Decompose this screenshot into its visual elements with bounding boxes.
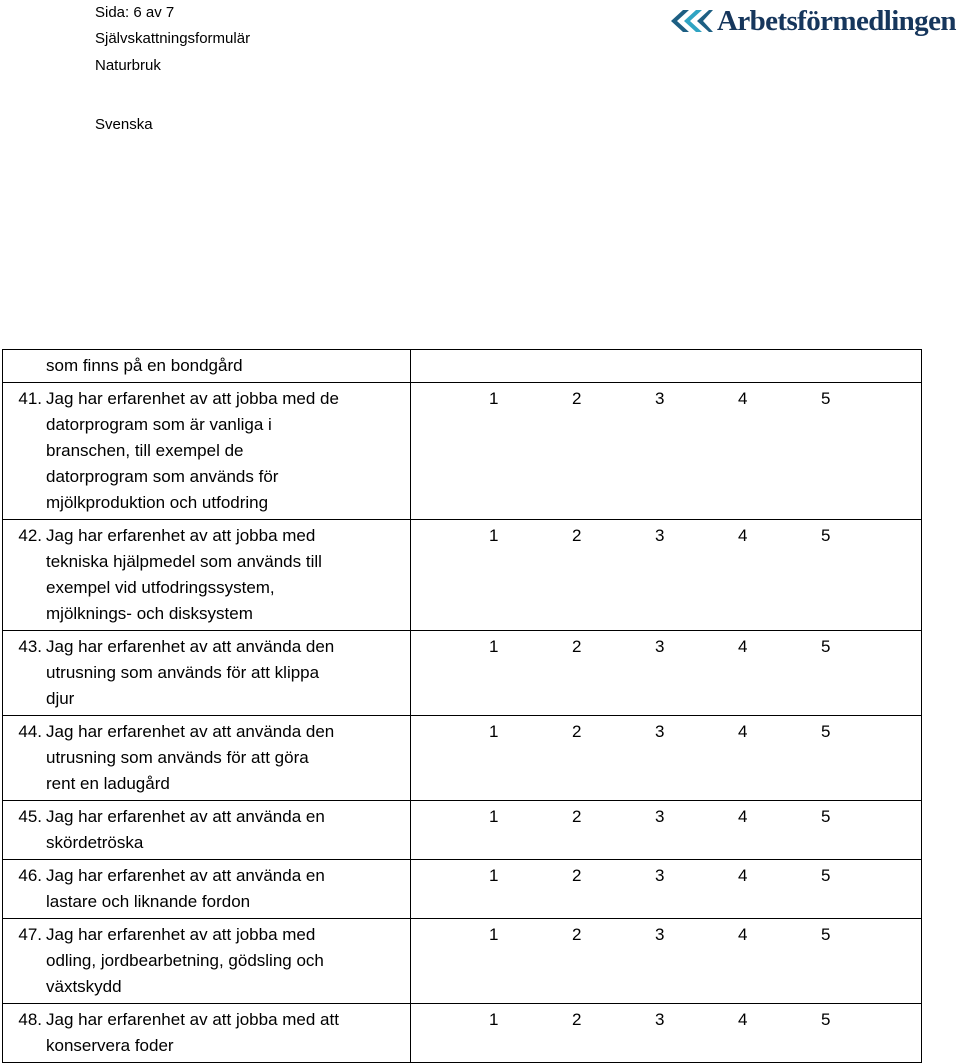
table-row xyxy=(3,919,922,1004)
question-line: Jag har erfarenhet av att använda den xyxy=(46,637,335,656)
question-line: exempel vid utfodringssystem, xyxy=(46,578,275,597)
question-line: utrusning som används för att göra xyxy=(46,748,309,767)
question-line: mjölkproduktion och utfodring xyxy=(46,493,269,512)
question-line: skördetröska xyxy=(46,833,144,852)
question-cell xyxy=(3,350,411,383)
table-row xyxy=(3,860,922,919)
rating-option[interactable]: 2 xyxy=(572,637,582,656)
rating-option[interactable]: 4 xyxy=(738,389,748,408)
rating-scale xyxy=(411,919,921,948)
table-row xyxy=(3,520,922,631)
rating-cell xyxy=(411,716,922,801)
question-cell xyxy=(3,1004,411,1063)
rating-cell xyxy=(411,801,922,860)
rating-option[interactable]: 3 xyxy=(655,526,665,545)
rating-option[interactable]: 1 xyxy=(489,925,499,944)
rating-option[interactable]: 1 xyxy=(489,866,499,885)
question-cell xyxy=(3,631,411,716)
question-number: 42. xyxy=(18,526,42,545)
rating-scale xyxy=(411,631,921,660)
table-row xyxy=(3,716,922,801)
question-text xyxy=(3,631,410,715)
question-text xyxy=(3,919,410,1003)
question-number: 47. xyxy=(18,925,42,944)
question-text xyxy=(3,383,410,519)
rating-option[interactable]: 5 xyxy=(821,925,831,944)
rating-option[interactable]: 1 xyxy=(489,526,499,545)
question-line: Jag har erfarenhet av att använda den xyxy=(46,722,335,741)
question-line: Jag har erfarenhet av att jobba med xyxy=(46,925,316,944)
rating-option[interactable]: 5 xyxy=(821,722,831,741)
question-number: 45. xyxy=(18,807,42,826)
question-line: växtskydd xyxy=(46,977,122,996)
question-line: Jag har erfarenhet av att jobba med de xyxy=(46,389,339,408)
rating-scale xyxy=(411,520,921,549)
question-line: datorprogram som används för xyxy=(46,467,279,486)
rating-option[interactable]: 2 xyxy=(572,526,582,545)
page-number: Sida: 6 av 7 xyxy=(95,4,175,21)
question-line: mjölknings- och disksystem xyxy=(46,604,253,623)
rating-scale xyxy=(411,383,921,412)
question-text xyxy=(3,801,410,859)
rating-option[interactable]: 1 xyxy=(489,807,499,826)
question-number: 48. xyxy=(18,1010,42,1029)
question-line: som finns på en bondgård xyxy=(46,356,243,375)
question-line: Jag har erfarenhet av att jobba med att xyxy=(46,1010,339,1029)
question-number: 44. xyxy=(18,722,42,741)
question-number: 46. xyxy=(18,866,42,885)
rating-option[interactable]: 2 xyxy=(572,925,582,944)
question-number: 43. xyxy=(18,637,42,656)
table-row xyxy=(3,350,922,383)
rating-option[interactable]: 4 xyxy=(738,925,748,944)
rating-option[interactable]: 2 xyxy=(572,722,582,741)
table-row xyxy=(3,383,922,520)
rating-scale xyxy=(411,1004,921,1033)
question-text xyxy=(3,860,410,918)
logo-mark-icon xyxy=(668,8,714,34)
rating-option[interactable]: 4 xyxy=(738,722,748,741)
rating-option[interactable]: 3 xyxy=(655,925,665,944)
question-text xyxy=(3,1004,410,1062)
arbetsformedlingen-logo xyxy=(668,4,956,38)
question-line: Jag har erfarenhet av att jobba med xyxy=(46,526,316,545)
question-line: Jag har erfarenhet av att använda en xyxy=(46,866,325,885)
rating-option[interactable]: 2 xyxy=(572,807,582,826)
question-cell xyxy=(3,801,411,860)
rating-option[interactable]: 5 xyxy=(821,866,831,885)
question-text xyxy=(3,716,410,800)
question-line: Jag har erfarenhet av att använda en xyxy=(46,807,325,826)
assessment-table xyxy=(2,349,922,1063)
rating-option[interactable]: 4 xyxy=(738,526,748,545)
question-line: utrusning som används för att klippa xyxy=(46,663,320,682)
rating-cell xyxy=(411,383,922,520)
rating-option[interactable]: 3 xyxy=(655,389,665,408)
rating-cell xyxy=(411,631,922,716)
rating-option[interactable]: 1 xyxy=(489,637,499,656)
rating-scale xyxy=(411,716,921,745)
rating-option[interactable]: 3 xyxy=(655,807,665,826)
form-title: Självskattningsformulär xyxy=(95,30,251,47)
table-row xyxy=(3,801,922,860)
rating-option[interactable]: 1 xyxy=(489,1010,499,1029)
question-line: lastare och liknande fordon xyxy=(46,892,251,911)
question-line: odling, jordbearbetning, gödsling och xyxy=(46,951,324,970)
rating-option[interactable]: 2 xyxy=(572,389,582,408)
rating-option[interactable]: 5 xyxy=(821,637,831,656)
question-line: rent en ladugård xyxy=(46,774,170,793)
rating-option[interactable]: 4 xyxy=(738,807,748,826)
continued-question-text xyxy=(3,350,410,382)
rating-cell xyxy=(411,919,922,1004)
question-number: 41. xyxy=(18,389,42,408)
question-cell xyxy=(3,520,411,631)
rating-option[interactable]: 3 xyxy=(655,637,665,656)
question-cell xyxy=(3,919,411,1004)
question-line: branschen, till exempel de xyxy=(46,441,244,460)
rating-option[interactable]: 5 xyxy=(821,807,831,826)
rating-option[interactable]: 4 xyxy=(738,1010,748,1029)
rating-cell xyxy=(411,520,922,631)
rating-cell xyxy=(411,860,922,919)
rating-cell xyxy=(411,350,922,383)
rating-option[interactable]: 3 xyxy=(655,722,665,741)
question-cell xyxy=(3,383,411,520)
rating-option[interactable]: 5 xyxy=(821,526,831,545)
rating-option[interactable]: 5 xyxy=(821,1010,831,1029)
rating-option[interactable]: 2 xyxy=(572,866,582,885)
question-cell xyxy=(3,716,411,801)
table-row xyxy=(3,631,922,716)
rating-option[interactable]: 4 xyxy=(738,637,748,656)
rating-option[interactable]: 3 xyxy=(655,1010,665,1029)
question-line: djur xyxy=(46,689,75,708)
rating-scale xyxy=(411,801,921,830)
form-category: Naturbruk xyxy=(95,57,161,74)
rating-option[interactable]: 1 xyxy=(489,722,499,741)
question-line: tekniska hjälpmedel som används till xyxy=(46,552,322,571)
question-cell xyxy=(3,860,411,919)
rating-option[interactable]: 4 xyxy=(738,866,748,885)
question-text xyxy=(3,520,410,630)
form-language: Svenska xyxy=(95,116,153,133)
logo-wordmark: Arbetsförmedlingen xyxy=(717,5,956,37)
rating-scale xyxy=(411,860,921,889)
rating-option[interactable]: 2 xyxy=(572,1010,582,1029)
rating-option[interactable]: 1 xyxy=(489,389,499,408)
rating-option[interactable]: 3 xyxy=(655,866,665,885)
question-line: konservera foder xyxy=(46,1036,174,1055)
rating-option[interactable]: 5 xyxy=(821,389,831,408)
table-row xyxy=(3,1004,922,1063)
question-line: datorprogram som är vanliga i xyxy=(46,415,272,434)
rating-cell xyxy=(411,1004,922,1063)
